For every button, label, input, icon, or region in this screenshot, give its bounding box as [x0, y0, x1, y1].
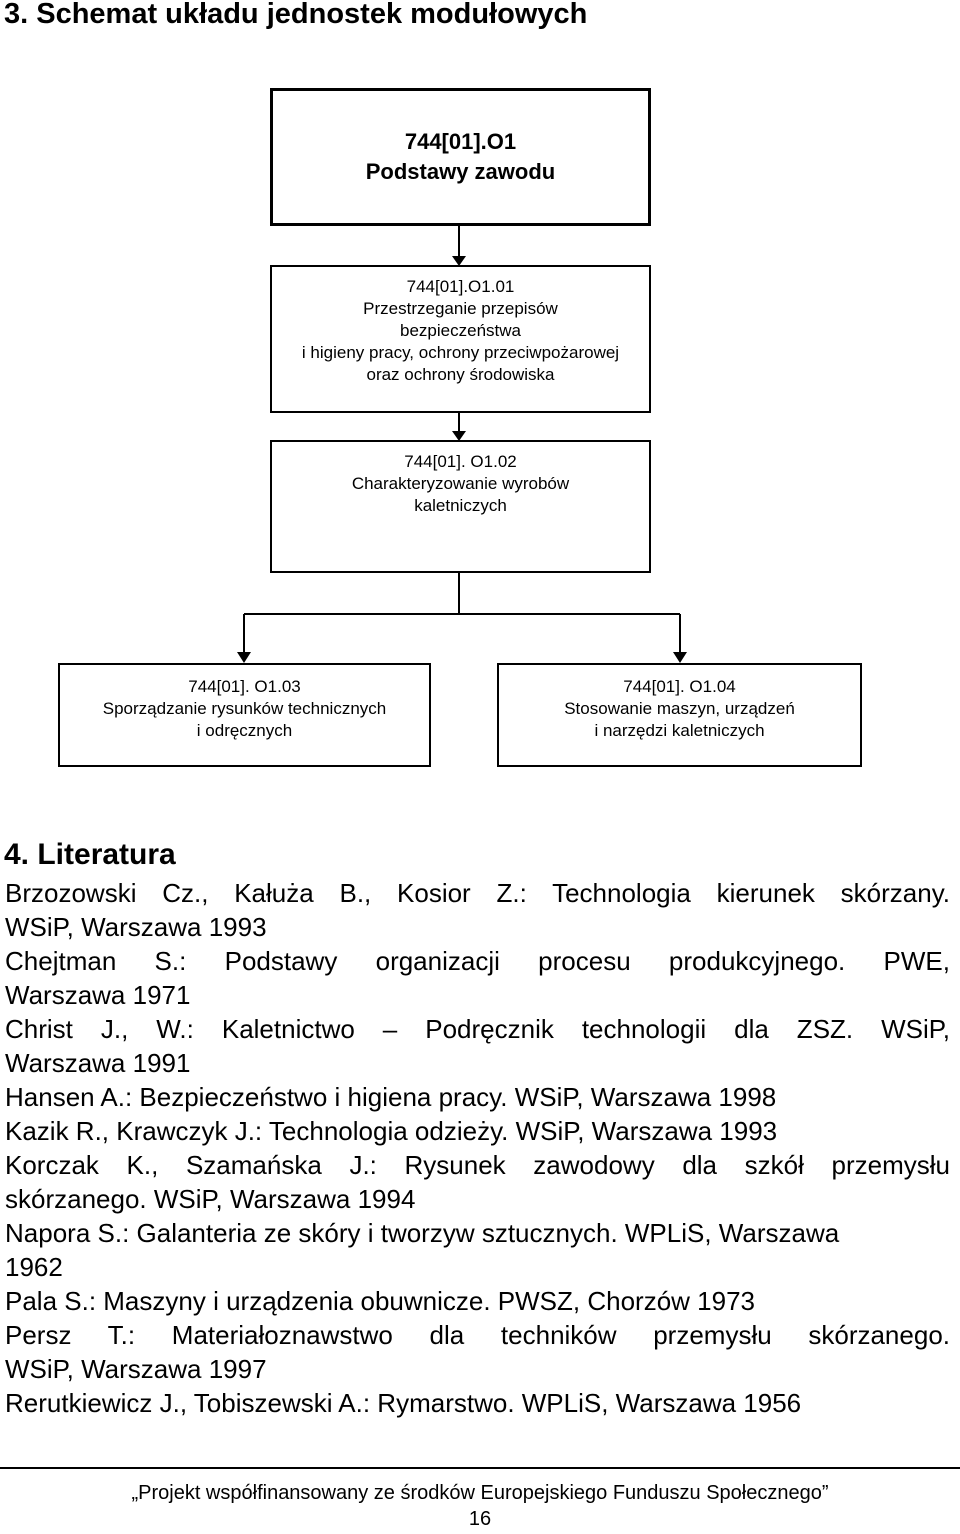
literature-entry: [5, 876, 950, 944]
literature-line: 1962: [5, 1252, 63, 1282]
literature-line: Christ J., W.: Kaletnictwo – Podręcznik technologii dla ZSZ. WSiP,: [5, 1014, 950, 1044]
module-title-line: kaletniczych: [414, 496, 507, 515]
literature-line: Brzozowski Cz., Kałuża B., Kosior Z.: Technologia kierunek skórzany.: [5, 878, 950, 908]
literature-line: Chejtman S.: Podstawy organizacji procesu produkcyjnego. PWE,: [5, 946, 950, 976]
arrowhead-right: [673, 652, 687, 663]
section-3-heading: 3. Schemat układu jednostek modułowych: [4, 0, 588, 30]
literature-line: Napora S.: Galanteria ze skóry i tworzyw sztucznych. WPLiS, Warszawa: [5, 1218, 840, 1248]
literature-line: Korczak K., Szamańska J.: Rysunek zawodowy dla szkół przemysłu: [5, 1150, 950, 1180]
module-title-line: Przestrzeganie przepisów: [363, 299, 558, 318]
module-code: 744[01]. O1.02: [404, 452, 517, 471]
literature-entry: [5, 1080, 950, 1114]
literature-line: Pala S.: Maszyny i urządzenia obuwnicze. PWSZ, Chorzów 1973: [5, 1286, 756, 1316]
literature-entry: [5, 1148, 950, 1216]
module-box-744-01-o1: [270, 88, 651, 226]
literature-entry: [5, 944, 950, 1012]
module-title-line: oraz ochrony środowiska: [366, 365, 555, 384]
literature-line: Kazik R., Krawczyk J.: Technologia odzieży. WSiP, Warszawa 1993: [5, 1116, 778, 1146]
page-number: 16: [468, 1508, 492, 1530]
module-code: 744[01].O1.01: [406, 277, 515, 296]
module-box-744-01-o1-01: [270, 265, 651, 413]
module-code: 744[01]. O1.03: [188, 677, 301, 696]
literature-line: Rerutkiewicz J., Tobiszewski A.: Rymarstwo. WPLiS, Warszawa 1956: [5, 1388, 802, 1418]
literature-line: Persz T.: Materiałoznawstwo dla techników przemysłu skórzanego.: [5, 1320, 950, 1350]
literature-line: WSiP, Warszawa 1993: [5, 912, 267, 942]
module-title-line: i odręcznych: [196, 721, 293, 740]
literature-line: WSiP, Warszawa 1997: [5, 1354, 267, 1384]
module-code: 744[01]. O1.04: [623, 677, 736, 696]
module-title-line: Sporządzanie rysunków technicznych: [102, 699, 387, 718]
section-4-heading: 4. Literatura: [4, 838, 176, 871]
module-code: 744[01].O1: [404, 129, 517, 154]
module-title-line: i narzędzi kaletniczych: [594, 721, 765, 740]
literature-entry: [5, 1012, 950, 1080]
module-title-line: Charakteryzowanie wyrobów: [351, 474, 570, 493]
module-box-744-01-o1-04: [497, 663, 862, 767]
literature-line: Warszawa 1991: [5, 1048, 191, 1078]
module-box-744-01-o1-02: [270, 440, 651, 573]
module-title-line: i higieny pracy, ochrony przeciwpożarowej: [301, 343, 620, 362]
literature-line: Hansen A.: Bezpieczeństwo i higiena pracy. WSiP, Warszawa 1998: [5, 1082, 777, 1112]
module-title-line: Stosowanie maszyn, urządzeń: [564, 699, 795, 718]
literature-entry: [5, 1386, 950, 1420]
literature-entry: [5, 1284, 950, 1318]
literature-entry: [5, 1216, 950, 1284]
footer-funding-note: „Projekt współfinansowany ze środków Europejskiego Funduszu Społecznego”: [131, 1482, 829, 1504]
literature-entry: [5, 1318, 950, 1386]
literature-line: Warszawa 1971: [5, 980, 191, 1010]
footer-divider: [0, 1467, 960, 1469]
module-box-744-01-o1-03: [58, 663, 431, 767]
module-title: Podstawy zawodu: [365, 159, 556, 184]
literature-entry: [5, 1114, 950, 1148]
arrowhead-left: [237, 652, 251, 663]
module-title-line: bezpieczeństwa: [400, 321, 521, 340]
literature-line: skórzanego. WSiP, Warszawa 1994: [5, 1184, 416, 1214]
